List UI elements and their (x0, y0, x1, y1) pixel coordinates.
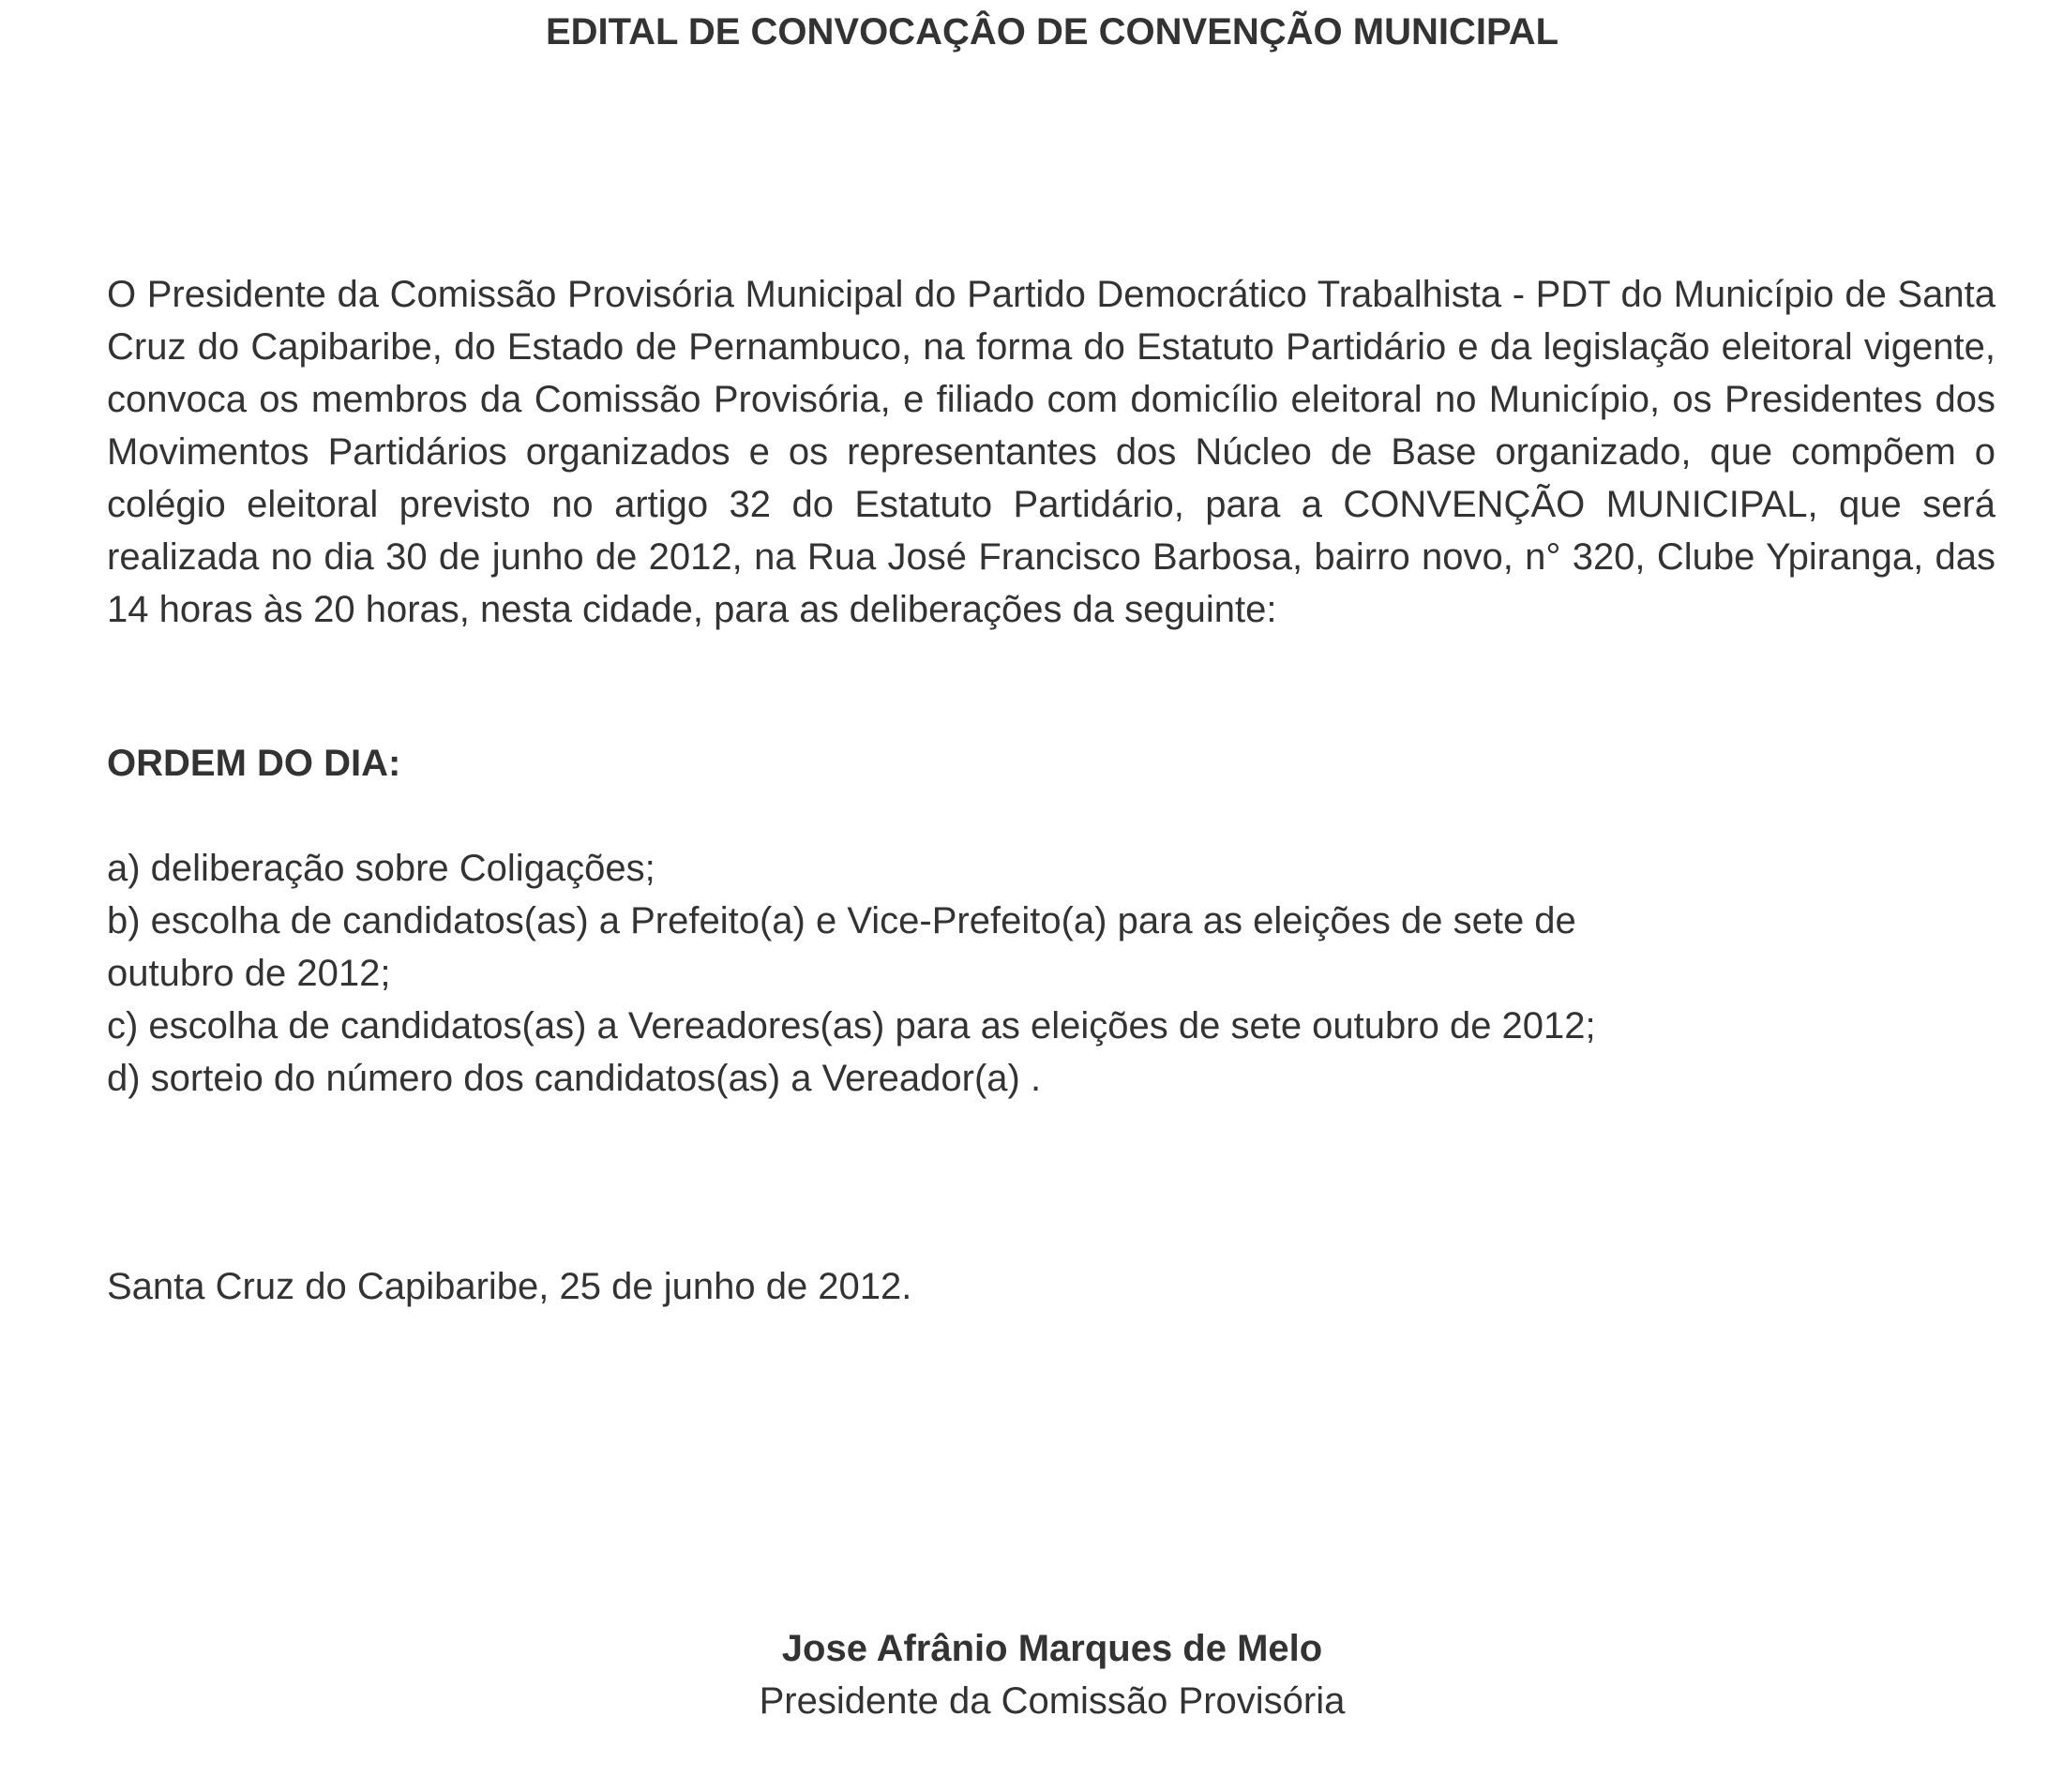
place-and-date: Santa Cruz do Capibaribe, 25 de junho de 2012. (107, 1266, 912, 1307)
signer-name: Jose Afrânio Marques de Melo (781, 1628, 1323, 1669)
signature-block (0, 1622, 2063, 1727)
agenda-heading: ORDEM DO DIA: (107, 743, 401, 784)
agenda-item-b: b) escolha de candidatos(as) a Prefeito(a) e Vice-Prefeito(a) para as eleições de sete de outubro de 2012; (107, 900, 1576, 994)
agenda-list (107, 842, 1607, 1105)
agenda-item-a: a) deliberação sobre Coligações; (107, 848, 655, 889)
convocation-paragraph: O Presidente da Comissão Provisória Municipal do Partido Democrático Trabalhista - PDT do Município de Santa Cruz do Capibaribe, do Estado de Pernambuco, na forma do Estatuto Partidário e da legislação eleitoral vigente, convoca os membros da Comissão Provisória, e filiado com domicílio eleitoral no Município, os Presidentes dos Movimentos Partidários organizados e os representantes dos Núcleo de Base organizado, que compõem o colégio eleitoral previsto no artigo 32 do Estatuto Partidário, para a CONVENÇÃO MUNICIPAL, que será realizada no dia 30 de junho de 2012, na Rua José Francisco Barbosa, bairro novo, n° 320, Clube Ypiranga, das 14 horas às 20 horas, nesta cidade, para as deliberações da seguinte: (107, 274, 1995, 630)
agenda-item-c: c) escolha de candidatos(as) a Vereadores(as) para as eleições de sete outubro de 2012; (107, 1005, 1596, 1047)
agenda-item-d: d) sorteio do número dos candidatos(as) a Vereador(a) . (107, 1058, 1042, 1099)
signer-role: Presidente da Comissão Provisória (759, 1680, 1346, 1722)
document-title: EDITAL DE CONVOCAÇÂO DE CONVENÇÃO MUNICIPAL (545, 11, 1559, 53)
